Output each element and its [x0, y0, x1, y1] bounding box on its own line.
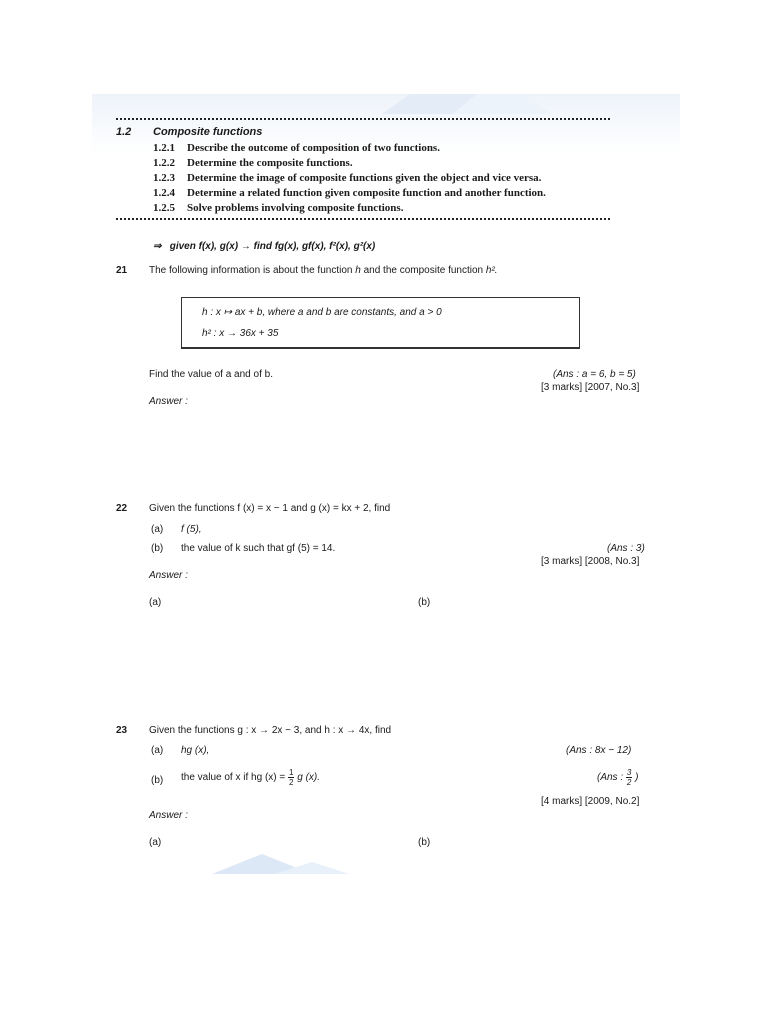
workspace-label-a: (a): [149, 597, 162, 608]
subtopic-line: ⇒ given f(x), g(x) → find fg(x), gf(x), f²(x), g²(x): [153, 241, 376, 252]
part-label: (b): [151, 775, 164, 786]
objective-item: 1.2.4 Determine a related function given composite function and another function.: [153, 187, 546, 199]
question-task: Find the value of a and of b.: [149, 369, 273, 380]
part-label: (a): [151, 524, 164, 535]
part-text: f (5),: [181, 524, 202, 535]
fraction: $\frac{1}{2}$: [289, 768, 294, 787]
part-text: hg (x),: [181, 745, 210, 756]
decorative-shape: [262, 862, 362, 874]
marks-reference: [3 marks] [2007, No.3]: [541, 382, 640, 393]
dotted-divider: [116, 118, 610, 120]
marks-reference: [4 marks] [2009, No.2]: [541, 796, 640, 807]
implies-arrow-icon: ⇒: [153, 241, 162, 252]
section-title: Composite functions: [153, 126, 263, 138]
marks-reference: [3 marks] [2008, No.3]: [541, 556, 640, 567]
objective-item: 1.2.2 Determine the composite functions.: [153, 157, 353, 169]
answer-label: Answer :: [149, 570, 188, 581]
box-line: h² : x → 36x + 35: [202, 328, 279, 339]
question-stem: Given the functions g : x → 2x − 3, and h : x → 4x, find: [149, 725, 392, 736]
question-stem: Given the functions f (x) = x − 1 and g (x) = kx + 2, find: [149, 503, 391, 514]
part-label: (b): [151, 543, 164, 554]
decorative-shape: [452, 94, 552, 114]
objective-item: 1.2.3 Determine the image of composite functions given the object and vice versa.: [153, 172, 542, 184]
part-text: the value of k such that gf (5) = 14.: [181, 543, 336, 554]
objective-item: 1.2.1 Describe the outcome of composition of two functions.: [153, 142, 440, 154]
workspace-label-b: (b): [418, 837, 431, 848]
question-number: 21: [116, 265, 128, 276]
section-number: 1.2: [116, 126, 132, 138]
objective-item: 1.2.5 Solve problems involving composite functions.: [153, 202, 404, 214]
dotted-divider: [116, 218, 610, 220]
answer-label: Answer :: [149, 810, 188, 821]
question-number: 22: [116, 503, 128, 514]
answer-hint: (Ans : $\frac{3}{2}$ ): [597, 768, 639, 787]
question-stem: The following information is about the function h and the composite function h².: [149, 265, 498, 276]
workspace-label-b: (b): [418, 597, 431, 608]
answer-hint: (Ans : 3): [607, 543, 645, 554]
information-box: [181, 297, 580, 349]
answer-hint: (Ans : 8x − 12): [566, 745, 632, 756]
workspace-label-a: (a): [149, 837, 162, 848]
answer-label: Answer :: [149, 396, 188, 407]
part-label: (a): [151, 745, 164, 756]
box-line: h : x ↦ ax + b, where a and b are constants, and a > 0: [202, 307, 442, 318]
part-text: the value of x if hg (x) = $\frac{1}{2}$ g (x).: [181, 768, 321, 787]
question-number: 23: [116, 725, 128, 736]
answer-hint: (Ans : a = 6, b = 5): [553, 369, 636, 380]
fraction: $\frac{3}{2}$: [626, 768, 632, 787]
